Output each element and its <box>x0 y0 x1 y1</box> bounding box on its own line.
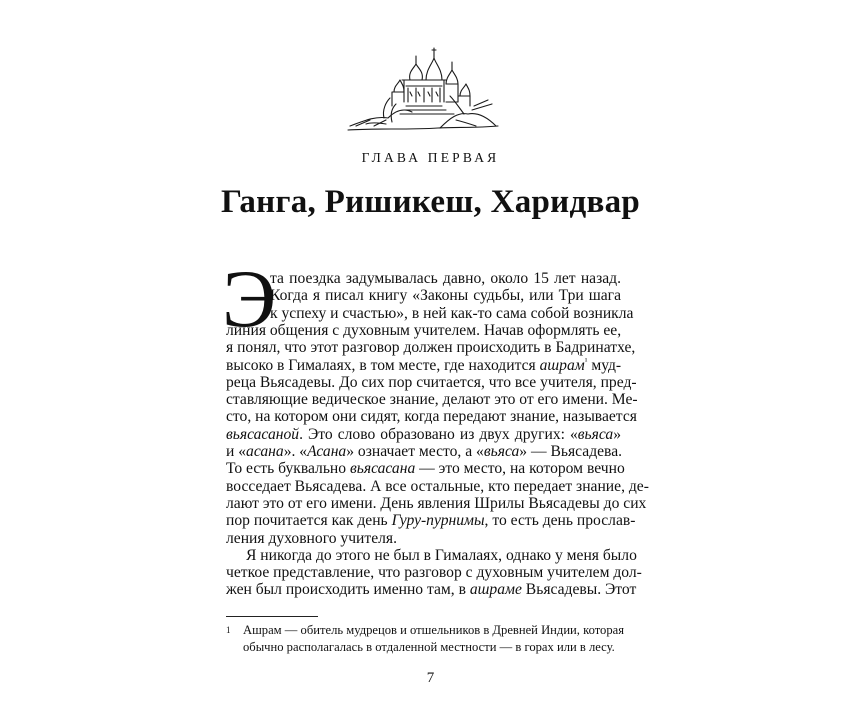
body-line: вьясасаной. Это слово образовано из двух других: «вьяса» <box>226 425 621 443</box>
page-number: 7 <box>426 670 435 686</box>
chapter-label: ГЛАВА ПЕРВАЯ <box>361 150 500 165</box>
body-line: пор почитается как день Гуру-пурнимы, то есть день прослав- <box>226 512 636 530</box>
body-line: четкое представление, что разговор с духовным учителем дол- <box>226 564 642 582</box>
body-line: та поездка задумывалась давно, около 15 лет назад. <box>270 270 621 287</box>
body-line: Когда я писал книгу «Законы судьбы, или Три шага <box>270 287 621 305</box>
body-line: сто, на котором они сидят, когда передают знание, называется <box>226 408 637 426</box>
body-line: То есть буквально вьясасана — это место, на котором вечно <box>226 460 625 478</box>
footnote-reference: ¹ <box>584 355 588 366</box>
body-line: высоко в Гималаях, в том месте, где находится ашрам$^{^1}$ муд- <box>226 355 622 374</box>
body-line: я понял, что этот разговор должен происходить в Бадринатхе, <box>226 339 636 357</box>
footnote-line: обычно располагалась в отдаленной местности — в горах или в лесу. <box>243 640 615 654</box>
body-line: реца Вьясадевы. До сих пор считается, что все учителя, пред- <box>226 373 637 391</box>
drop-cap: Э <box>222 253 277 344</box>
footnote-mark: 1 <box>226 625 231 635</box>
body-line: жен был происходить именно там, в ашраме Вьясадевы. Этот <box>226 581 637 599</box>
body-line: ставляющие ведическое знание, делают это от его имени. Ме- <box>226 391 638 409</box>
body-line: лают это от его имени. День явления Шрилы Вьясадевы до сих <box>226 494 647 512</box>
footnote-line: Ашрам — обитель мудрецов и отшельников в Древней Индии, которая <box>243 623 625 637</box>
body-line: восседает Вьясадева. А все остальные, кто передает знание, де- <box>226 477 649 495</box>
body-line: Я никогда до этого не был в Гималаях, однако у меня было <box>246 546 637 564</box>
body-line: и «асана». «Асана» означает место, а «вьяса» — Вьясадева. <box>226 443 623 460</box>
himalayan-temple-sketch-icon <box>346 40 502 136</box>
body-line: к успеху и счастью», в ней как-то сама собой возникла <box>270 304 634 322</box>
body-line: ления духовного учителя. <box>226 529 397 547</box>
footnote-divider <box>226 616 318 617</box>
chapter-title: Ганга, Ришикеш, Харидвар <box>220 184 641 220</box>
body-line: линия общения с духовным учителем. Начав оформлять ее, <box>226 321 622 339</box>
